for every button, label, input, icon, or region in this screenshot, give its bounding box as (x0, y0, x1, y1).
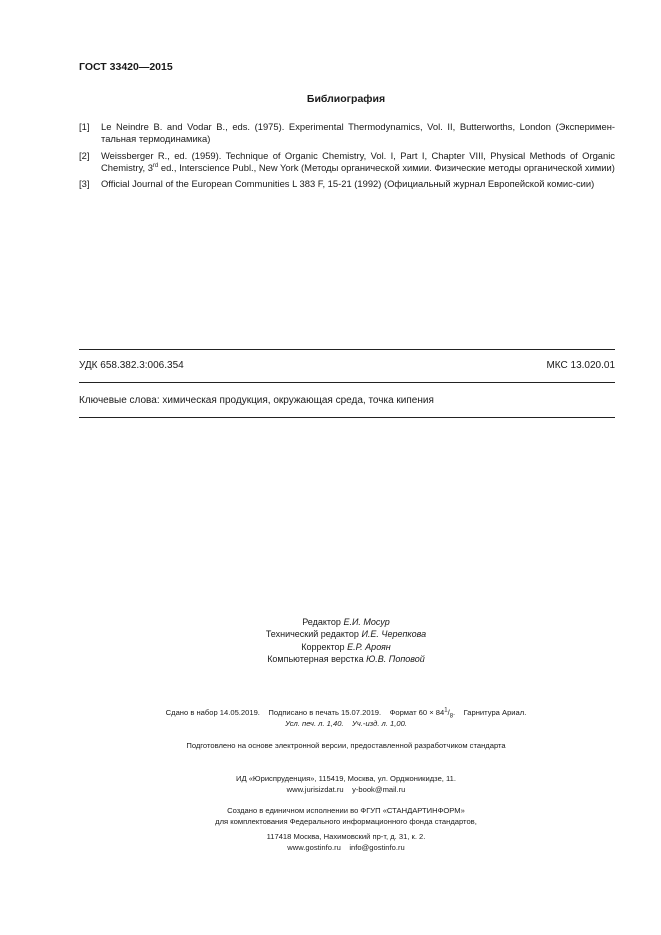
middle-divider (79, 382, 615, 383)
imprint-standartinform-contacts (0, 842, 661, 853)
bibliography-item-number: [1] (79, 121, 90, 132)
imprint-print-details: Сдано в набор 14.05.2019. Подписано в печать 15.07.2019. Формат $60 \times 84^1/_8$. Гарнитура Ариал. (165, 707, 527, 720)
credit-line: Корректор Е.Р. Ароян (301, 641, 391, 652)
bibliography-item-number: [2] (79, 149, 90, 161)
bibliography-item-text: Official Journal of the European Communities L 383 F, 15-21 (1992) (Официальный журнал Европейской комис-сии) (101, 178, 595, 190)
bibliography-title: Библиография (306, 93, 386, 105)
imprint-prepared-note: Подготовлено на основе электронной версии, предоставленной разработчиком стандарта (186, 741, 506, 750)
bibliography-item (79, 121, 615, 146)
udk-code: УДК 658.382.3:006.354 (79, 360, 184, 371)
gostinfo-website-link[interactable]: www.gostinfo.ru (287, 843, 341, 852)
keywords-line: Ключевые слова: химическая продукция, окружающая среда, точка кипения (79, 395, 434, 406)
document-code: ГОСТ 33420—2015 (79, 61, 173, 73)
imprint-sheets: Усл. печ. л. 1,40. Уч.-изд. л. 1,00. (285, 719, 407, 728)
credit-line: Технический редактор И.Е. Черепкова (265, 629, 427, 640)
imprint-address-line: 117418 Москва, Нахимовский пр-т, д. 31, к. 2. (266, 832, 426, 841)
bibliography-item (79, 178, 615, 190)
credits-block (0, 616, 661, 666)
publisher-email-link[interactable]: y-book@mail.ru (352, 785, 406, 794)
mks-code: МКС 13.020.01 (546, 360, 615, 371)
imprint-publisher-contacts (0, 784, 661, 795)
bibliography-item-text: Weissberger R., ed. (1959). Technique of Organic Chemistry, Vol. I, Part I, Chapter VIII, Physical Methods of Organic Chemistry, 3rd ed., Interscience Publ., New York (Методы органической химии. Физические методы органической химии) (101, 149, 615, 173)
bibliography-item-text: Le Neindre B. and Vodar B., eds. (1975). Experimental Thermodynamics, Vol. II, Butterworths, London (Эксперимен-тальная термодинамика) (101, 121, 615, 145)
imprint-publisher-line: ИД «Юриспруденция», 115419, Москва, ул. Орджоникидзе, 11. (235, 774, 457, 783)
credit-line: Компьютерная верстка Ю.В. Поповой (267, 654, 425, 665)
credit-line: Редактор Е.И. Мосур (302, 617, 390, 627)
edition-superscript: rd (152, 162, 159, 169)
imprint-block (0, 707, 661, 853)
bibliography-item (79, 150, 615, 175)
bottom-divider (79, 417, 615, 418)
top-divider (79, 349, 615, 350)
gostinfo-email-link[interactable]: info@gostinfo.ru (349, 843, 405, 852)
publisher-website-link[interactable]: www.jurisizdat.ru (286, 785, 344, 794)
imprint-purpose-line: для комплектования Федерального информационного фонда стандартов, (215, 817, 477, 826)
bibliography-item-number: [3] (79, 178, 90, 190)
imprint-created-line: Создано в единичном исполнении во ФГУП «СТАНДАРТИНФОРМ» (227, 806, 465, 815)
bibliography-list (79, 121, 615, 194)
